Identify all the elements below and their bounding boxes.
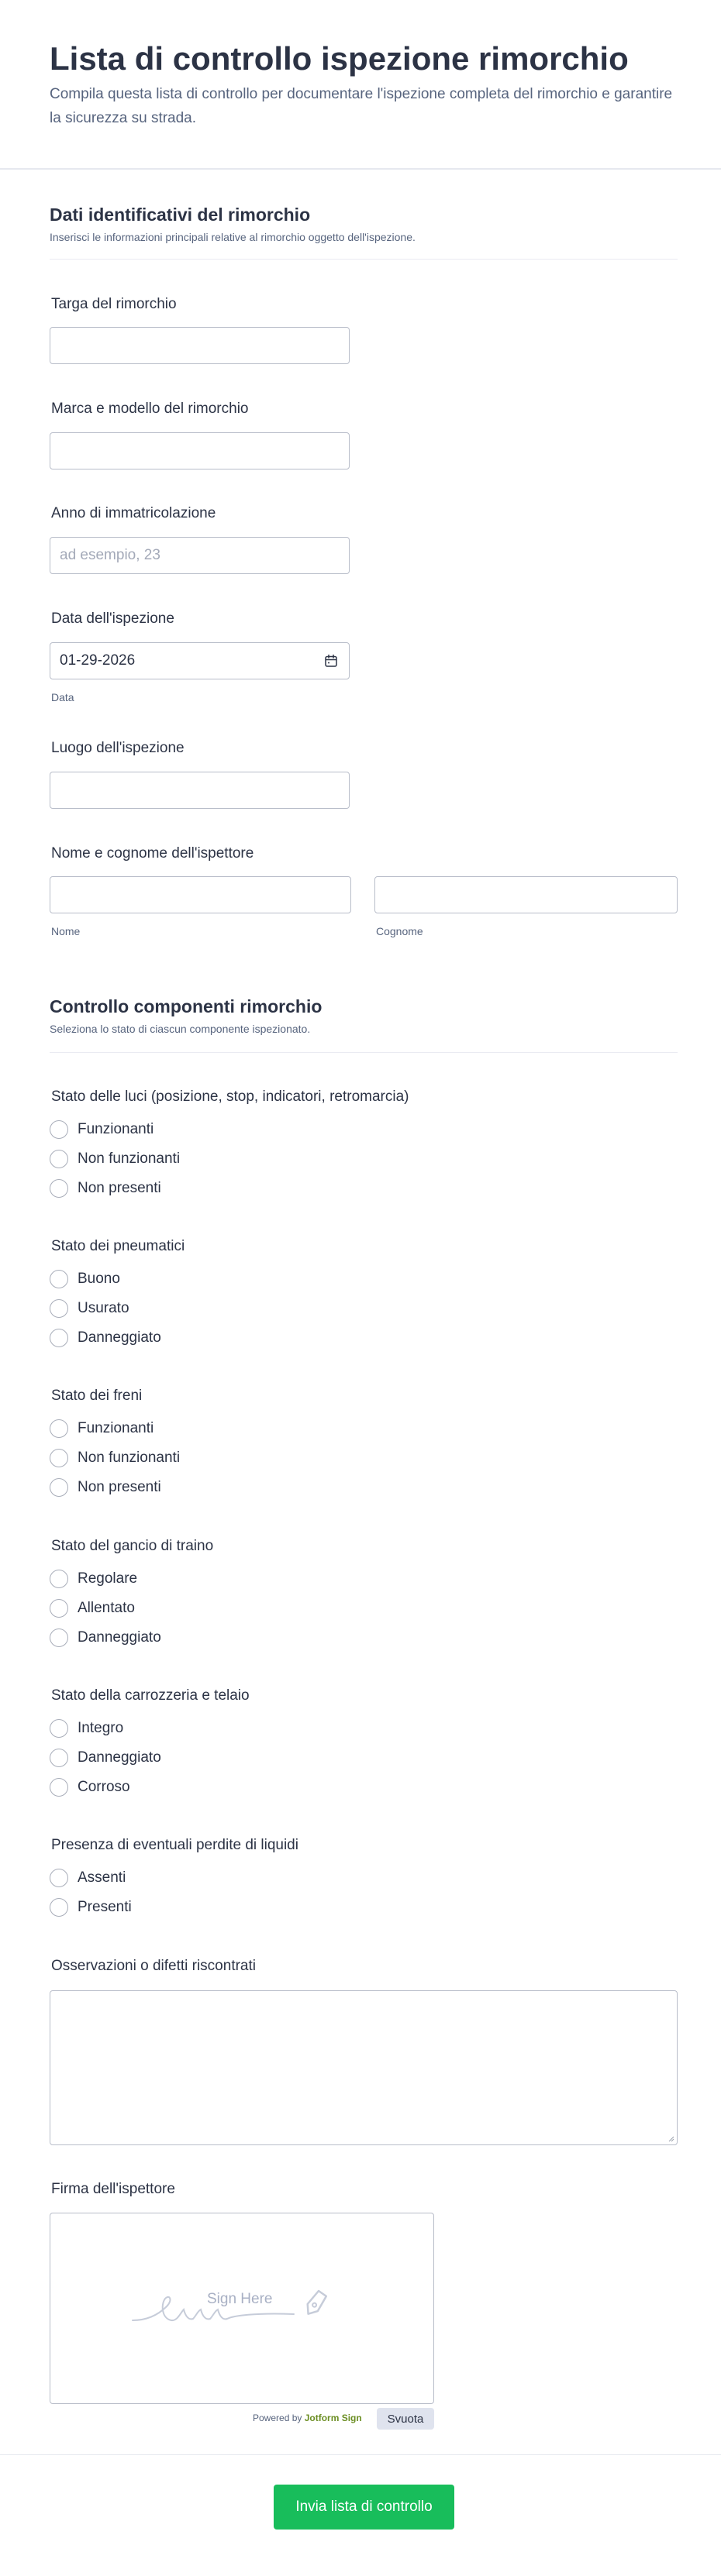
radio-option-label: Corroso [78,1779,130,1795]
lights-question-label: Stato delle luci (posizione, stop, indicatori, retromarcia) [51,1089,409,1105]
radio-button[interactable] [50,1898,68,1917]
radio-button[interactable] [50,1270,68,1288]
radio-option-label: Non presenti [78,1479,161,1495]
footer-divider [0,2454,721,2455]
section-title-trailer-data: Dati identificativi del rimorchio [50,205,311,225]
radio-button[interactable] [50,1628,68,1647]
radio-button[interactable] [50,1419,68,1438]
radio-button[interactable] [50,1749,68,1767]
observations-textarea[interactable] [50,1990,678,2145]
section-subtitle-components: Seleziona lo stato di ciascun componente ispezionato. [50,1023,311,1035]
powered-by-text [253,2413,362,2423]
radio-button[interactable] [50,1299,68,1318]
tires-question-label: Stato dei pneumatici [51,1238,185,1254]
brand-model-input[interactable] [50,432,350,469]
form-header [0,0,721,170]
signature-pad[interactable] [50,2213,434,2404]
radio-option-label: Regolare [78,1570,138,1587]
section-title-components: Controllo componenti rimorchio [50,996,323,1016]
radio-option-label: Usurato [78,1300,129,1316]
signature-scribble-icon [131,2285,356,2331]
plate-input[interactable] [50,327,350,364]
powered-by-prefix: Powered by [253,2413,302,2423]
radio-button[interactable] [50,1329,68,1347]
signature-hint: Sign Here [207,2291,273,2307]
signature-label: Firma dell'ispettore [51,2181,175,2197]
first-name-input[interactable] [50,876,351,913]
date-label: Data dell'ispezione [51,610,174,627]
radio-button[interactable] [50,1599,68,1618]
radio-button[interactable] [50,1719,68,1738]
observations-label: Osservazioni o difetti riscontrati [51,1958,256,1974]
jotform-sign-brand: Jotform Sign [304,2413,362,2423]
brand-model-label: Marca e modello del rimorchio [51,401,249,417]
section-divider [50,1052,678,1053]
radio-button[interactable] [50,1869,68,1887]
brakes-question-label: Stato dei freni [51,1388,143,1404]
radio-option-label: Non funzionanti [78,1150,181,1167]
radio-button[interactable] [50,1150,68,1168]
hitch-question-label: Stato del gancio di traino [51,1538,214,1554]
place-label: Luogo dell'ispezione [51,740,185,756]
radio-option-label: Non funzionanti [78,1450,181,1466]
section-divider [50,259,678,260]
radio-button[interactable] [50,1478,68,1497]
section-subtitle-trailer-data: Inserisci le informazioni principali relative al rimorchio oggetto dell'ispezione. [50,231,416,243]
last-name-sublabel: Cognome [376,925,423,937]
inspector-label: Nome e cognome dell'ispettore [51,845,254,862]
calendar-icon[interactable] [324,654,338,668]
place-input[interactable] [50,772,350,809]
radio-option-label: Presenti [78,1899,132,1915]
radio-option-label: Allentato [78,1600,135,1616]
radio-option-label: Danneggiato [78,1629,161,1646]
radio-option-label: Buono [78,1271,120,1287]
date-sublabel: Data [51,691,74,703]
radio-button[interactable] [50,1449,68,1467]
radio-option-label: Funzionanti [78,1121,154,1137]
last-name-input[interactable] [374,876,678,913]
plate-label: Targa del rimorchio [51,296,177,312]
submit-button[interactable]: Invia lista di controllo [274,2485,454,2530]
body-frame-question-label: Stato della carrozzeria e telaio [51,1687,250,1704]
leaks-question-label: Presenza di eventuali perdite di liquidi [51,1837,298,1853]
date-value: 01-29-2026 [60,652,136,669]
clear-signature-button[interactable]: Svuota [377,2408,434,2430]
radio-button[interactable] [50,1570,68,1588]
radio-button[interactable] [50,1179,68,1198]
form-description: Compila questa lista di controllo per documentare l'ispezione completa del rimorchio e garantire la sicurezza su strada. [50,86,673,126]
radio-button[interactable] [50,1778,68,1797]
radio-option-label: Danneggiato [78,1749,161,1766]
radio-option-label: Assenti [78,1869,126,1886]
radio-option-label: Danneggiato [78,1329,161,1346]
radio-button[interactable] [50,1120,68,1139]
resize-handle-icon[interactable] [668,2136,674,2142]
radio-option-label: Non presenti [78,1180,161,1196]
date-field[interactable] [50,642,350,679]
page-title: Lista di controllo ispezione rimorchio [50,40,629,77]
first-name-sublabel: Nome [51,925,81,937]
radio-option-label: Integro [78,1720,124,1736]
year-input[interactable] [50,537,350,574]
radio-option-label: Funzionanti [78,1420,154,1436]
year-label: Anno di immatricolazione [51,505,216,521]
